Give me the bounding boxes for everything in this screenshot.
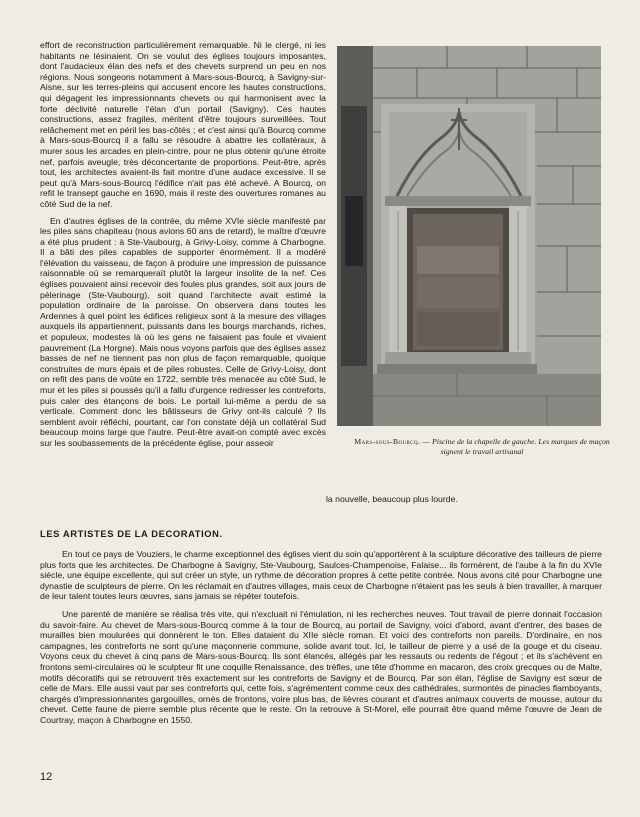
caption-description: Piscine de la chapelle de gauche. Les marques de maçon signent le travail artisanal	[432, 437, 610, 456]
column-continuation-line	[40, 494, 600, 505]
paragraph-vouziers: En tout ce pays de Vouziers, le charme exceptionnel des églises vient du soin qu'apportèrent à la sculpture décorative des tailleurs de pierre plus forts que les architectes. De Charbogne à Savigny, Ste-Vaubourg, Saulces-Champenoise, Falaise... ils formèrent, de l'aube à la fin du XVIe siècle, une équipe excellente, qui sut créer un style, un rythme de décoration propres à cette petite contrée. Nous avons cité pour Charbogne une dynastie de sculpteurs de pierre. On les réclamait en d'autres villages, mais ceux de Charbogne n'étaient pas les seuls à bien travailler, à marquer de leur talent toutes leurs œuvres, sans jamais se répéter toutefois.	[40, 549, 602, 602]
paragraph-parente: Une parenté de manière se réalisa très vite, qui n'excluait ni l'émulation, ni les recherches neuves. Tout travail de pierre donnait l'occasion du savoir-faire. Au chevet de Mars-sous-Bourcq comme à la tour de Bourcq, au portail de Savigny, voici d'abord, avant d'entrer, des bases de murailles bien moulurées qui donnèrent le ton. Elles dataient du XIIe siècle roman. Et voici des contreforts non pareils. D'ordinaire, en nos campagnes, les contreforts ne sont qu'une maçonnerie commune, solide avant tout. Ici, le tailleur de pierre y a usé de la gouge et du ciseau. Voyons ceux du chevet à cinq pans de Mars-sous-Bourcq. Ils sont élancés, allégés par les ressauts ou redents de l'égout ; et ils s'achèvent en frontons semi-circulaires où le sculpteur fit une coquille Renaissance, des trèfles, une tête d'homme en macaron, des croix grecques ou de Malte, motifs décoratifs qui se retrouvent très exactement sur les contreforts de Savigny et de Bourcq. Par son élan, l'église de Savigny est sœur de celle de Mars. Elle aussi vaut par ses contreforts qui, cette fois, s'agrémentent comme ceux des cathédrales, surmontés de pinacles flamboyants, chargés d'impressionnantes gargouilles, ornés de frontons, voire plus bas, de lièvres courant et d'autres animaux couverts de mousse, autour du chevet. Cette faune de pierre semble plus récente que le reste. On la retrouve à St-Morel, elle pourrait être quand même l'œuvre de Jean de Courtray, maçon à Charbogne en 1550.	[40, 608, 602, 725]
page-number: 12	[40, 771, 53, 783]
section-heading: LES ARTISTES DE LA DECORATION.	[40, 528, 223, 539]
continuation-text: la nouvelle, beaucoup plus lourde.	[326, 494, 458, 504]
section-body	[40, 549, 602, 733]
photo-piscine-chapelle	[337, 46, 601, 426]
caption-separator: —	[420, 437, 433, 446]
paragraph-reconstruction: effort de reconstruction particulièrement remarquable. Ni le clergé, ni les habitants ne lésinaient. On se voulut des églises toujours imposantes, dont l'audacieux élan des nefs et des chevets surprend un peu en nos régions. Nous songeons notamment à Mars-sous-Bourcq, à Savigny-sur-Aisne, sur les terres-pleins qui accusent encore les hautes constructions, qui dégagent les impressionnants chevets ou qui harmonisent avec la forte déclivité naturelle l'élan d'un portail (Savigny). Ces hautes constructions, assez fragiles, méritent d'être toujours surveillées. Tout relâchement met en péril les bas-côtés ; et c'est ainsi qu'à Bourcq comme à Mars-sous-Bourcq il a fallu se résoudre à abattre les collatéraux, à murer sous les arcades en plein-cintre, pour ne plus obtenir qu'une étroite nef, parfois aveugle, très déconcertante de proportions. Peut-être, après tout, les architectes avaient-ils fait montre d'une audace excessive. Il se peut qu'à Mars-sous-Bourcq l'édifice n'ait pas été achevé. A Bourcq, on refit le transept gauche en 1690, mais il reste des ouvertures romanes au côté Sud de la nef.	[40, 40, 326, 209]
photo-caption	[352, 437, 612, 456]
left-text-column	[40, 40, 326, 455]
paragraph-other-churches: En d'autres églises de la contrée, du même XVIe siècle manifesté par les piles sans chapiteau (nous avions 60 ans de retard), le maître d'œuvre a été plus prudent : à Ste-Vaubourg, à Grivy-Loisy, comme à Charbogne. Il a bâti des piles capables de supporter énormément. Il a modéré l'élévation du vaisseau, de façon à produire une impression de puissance raisonnable où se remarqueraït plutôt la largeur insolite de la nef. Ces églises pouvaient ainsi recevoir des foules plus grandes, soit aux jours de pèlerinage (Ste-Vaubourg), soit quand l'architecte avait estimé la population ordinaire de la paroisse. On observera dans toutes les Ardennes à quel point les édifices religieux sont à la mesure des villages auxquels ils appartiennent, puissants dans les bourgs marchands, riches, et populeux, modestes là où les gens ne faisaient pas foule et vivaient pauvrement (La Horgne). Mais nous voyons parfois que des églises assez basses de nef ne tiennent pas non plus de façon remarquable, quoique construites de murs épais et de piles robustes. Celle de Grivy-Loisy, dont on refit des pans de voûte en 1722, semble très menacée au côté Sud, le mur et les piles si poussés qu'il a fallu d'urgence redresser les contreforts, puis caler des étançons de bois. Le portail lui-même a perdu de sa verticale. Comment donc les bâtisseurs de Grivy ont-ils calculé ? Ils semblent avoir réfléchi, pourtant, car l'on constate déjà un collatéral Sud beaucoup moins large que l'autre. Peut-être avait-on compté avec excès sur les soubassements de la précédente église, pour asseoir	[40, 215, 326, 448]
caption-place: Mars-sous-Bourcq.	[354, 437, 421, 446]
